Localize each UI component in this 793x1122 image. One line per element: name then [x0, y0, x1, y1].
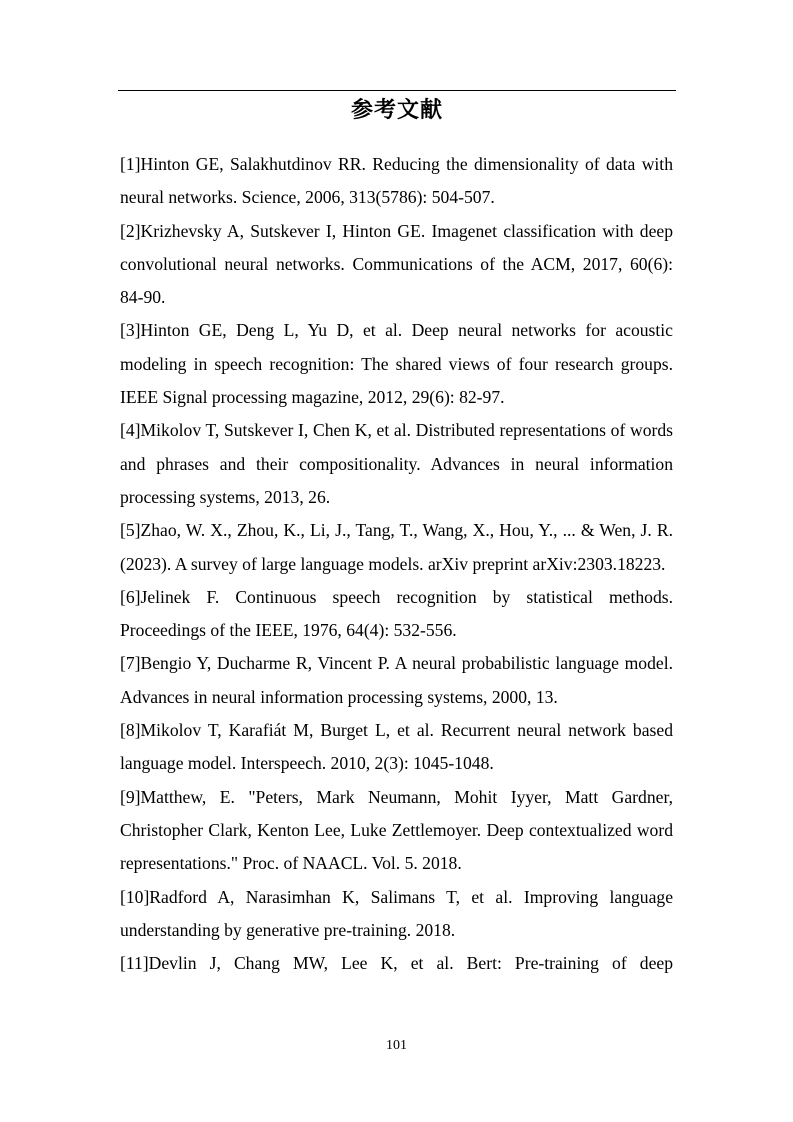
reference-item-5: [5]Zhao, W. X., Zhou, K., Li, J., Tang, T., Wang, X., Hou, Y., ... & Wen, J. R. (2023). A survey of large language models. arXiv preprint arXiv:2303.18223. [120, 520, 673, 574]
reference-item-7: [7]Bengio Y, Ducharme R, Vincent P. A neural probabilistic language model. Advances in neural information processing systems, 2000, 13. [120, 653, 673, 707]
reference-item-11: [11]Devlin J, Chang MW, Lee K, et al. Bert: Pre-training of deep [120, 953, 673, 974]
reference-item-6: [6]Jelinek F. Continuous speech recognition by statistical methods. Proceedings of the IEEE, 1976, 64(4): 532-556. [120, 586, 673, 641]
header-rule [118, 90, 676, 91]
reference-item-8: [8]Mikolov T, Karafiát M, Burget L, et al. Recurrent neural network based language model. Interspeech. 2010, 2(3): 1045-1048. [120, 720, 673, 774]
reference-item-2: [2]Krizhevsky A, Sutskever I, Hinton GE. Imagenet classification with deep convolutional neural networks. Communications of the ACM, 2017, 60(6): 84-90. [120, 220, 673, 308]
reference-item-1: [1]Hinton GE, Salakhutdinov RR. Reducing the dimensionality of data with neural networks. Science, 2006, 313(5786): 504-507. [120, 154, 673, 208]
page-title: 参考文献 [350, 98, 443, 123]
reference-item-3: [3]Hinton GE, Deng L, Yu D, et al. Deep neural networks for acoustic modeling in speech recognition: The shared views of four research groups. IEEE Signal processing magazine, 2012, 29(6): 82-97. [120, 320, 673, 408]
reference-item-4: [4]Mikolov T, Sutskever I, Chen K, et al. Distributed representations of words and phrases and their compositionality. Advances in neural information processing systems, 2013, 26. [120, 420, 673, 507]
page-number: 101 [386, 1038, 407, 1053]
reference-item-9: [9]Matthew, E. "Peters, Mark Neumann, Mohit Iyyer, Matt Gardner, Christopher Clark, Kenton Lee, Luke Zettlemoyer. Deep contextualized word representations." Proc. of NAACL. Vol. 5. 2018. [120, 786, 673, 874]
reference-list [120, 148, 673, 980]
reference-item-10: [10]Radford A, Narasimhan K, Salimans T, et al. Improving language understanding by generative pre-training. 2018. [120, 886, 673, 940]
